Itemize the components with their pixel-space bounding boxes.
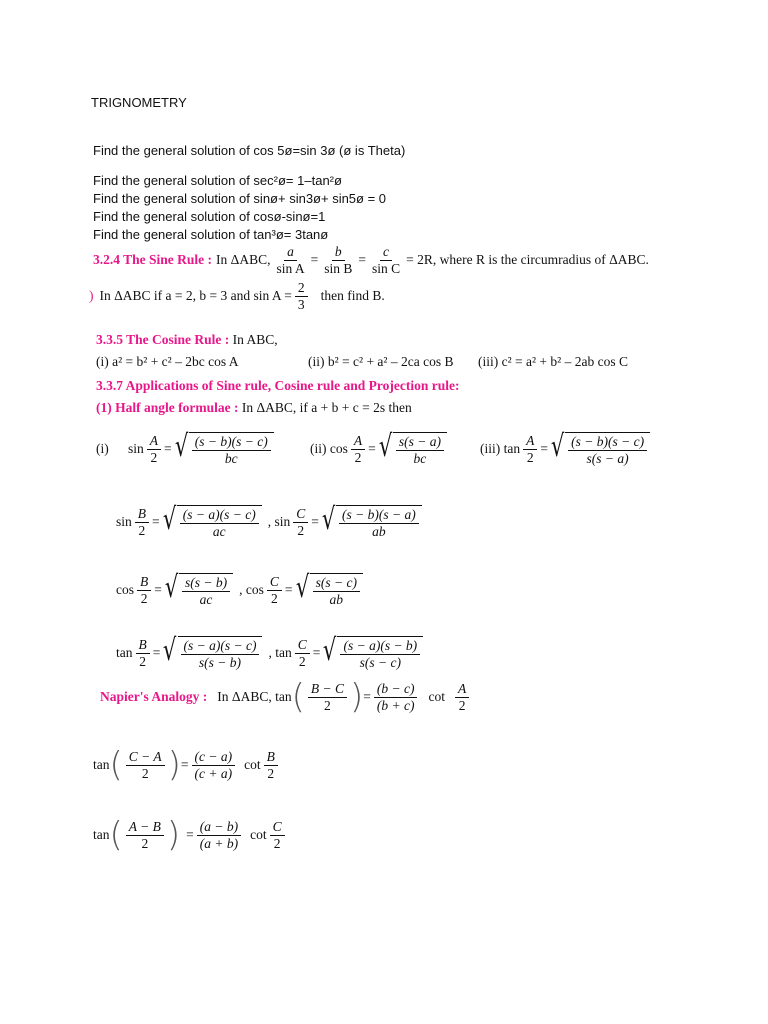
- sqrt-cos-a: √ $\frac{s(s - a)}{bc}$: [376, 432, 447, 466]
- sine-rule-fraction-a: $\frac{a}{\text{sin A}}$: [276, 244, 305, 276]
- half-angle-row-1-cos: (ii) cos $\frac{A}{2}$ = √ $\frac{s(s - a)}{bc}$: [310, 432, 447, 466]
- half-angle-row-1: (i) sin $\frac{A}{2}$ = √ $\frac{(s - b)(s - c)}{bc}$: [96, 432, 274, 466]
- sine-rule-tail: = 2R, where R is the circumradius of ΔABC.: [406, 252, 649, 268]
- cosine-rule-heading: 3.3.5 The Cosine Rule :: [96, 332, 230, 347]
- half-angle-text: In ΔABC, if a + b + c = 2s then: [241, 400, 412, 415]
- question-2: Find the general solution of sec²ø= 1–tan²ø: [93, 173, 342, 188]
- problem-bracket: ): [89, 288, 94, 304]
- sqrt-sin-a: √ $\frac{(s - b)(s - c)}{bc}$: [172, 432, 274, 466]
- sine-problem: [89, 280, 385, 312]
- question-4: Find the general solution of cosø-sinø=1: [93, 209, 326, 224]
- sqrt-cos-b: √ $\frac{s(s - b)}{ac}$: [162, 573, 233, 607]
- sine-rule: 3.2.4 The Sine Rule : In ΔABC, $\frac{a}{\text{sin A}}$ = $\frac{b}{\text{sin B}}$ = $\frac{c}{\text{sin C}}$ = 2R, where R is the circumradius of ΔABC.: [93, 244, 649, 276]
- sqrt-tan-b: √ $\frac{(s - a)(s - c)}{s(s - b)}$: [160, 636, 262, 670]
- sqrt-tan-c: √ $\frac{(s - a)(s - b)}{s(s - c)}$: [320, 636, 423, 670]
- applications-heading: 3.3.7 Applications of Sine rule, Cosine rule and Projection rule:: [96, 378, 460, 393]
- cosine-rule-lead: In ABC,: [232, 332, 278, 347]
- half-angle-row-2: sin $\frac{B}{2}$ = √ $\frac{(s - a)(s - c)}{ac}$ , sin $\frac{C}{2}$ = √ $\frac{(s - b)(s - a)}{ab}$: [116, 505, 422, 539]
- cosine-rule-iii: (iii) c² = a² + b² – 2ab cos C: [478, 354, 628, 369]
- half-angle-row-1-tan: (iii) tan $\frac{A}{2}$ = √ $\frac{(s - b)(s - c)}{s(s - a)}$: [480, 432, 650, 466]
- cosine-rule-title: [96, 332, 278, 348]
- question-3: Find the general solution of sinø+ sin3ø+ sin5ø = 0: [93, 191, 387, 206]
- napier-formula-2: tan ( $\frac{C - A}{2}$ ) = $\frac{(c - a)}{(c + a)}$ cot $\frac{B}{2}$: [93, 748, 281, 782]
- napier-formula-3: tan ( $\frac{A - B}{2}$ ) = $\frac{(a - b)}{(a + b)}$ cot $\frac{C}{2}$: [93, 818, 288, 852]
- half-angle-row-3: cos $\frac{B}{2}$ = √ $\frac{s(s - b)}{ac}$ , cos $\frac{C}{2}$ = √ $\frac{s(s - c)}{ab}$: [116, 573, 363, 607]
- sine-rule-fraction-c: $\frac{c}{\text{sin C}}$: [371, 244, 401, 276]
- sine-rule-fraction-b: $\frac{b}{\text{sin B}}$: [324, 244, 353, 276]
- sqrt-sin-b: √ $\frac{(s - a)(s - c)}{ac}$: [160, 505, 262, 539]
- page-title: TRIGNOMETRY: [91, 95, 187, 110]
- question-1: Find the general solution of cos 5ø=sin 3ø (ø is Theta): [93, 143, 406, 158]
- problem-fraction: $\frac{2}{3}$: [295, 280, 308, 312]
- sqrt-tan-a: √ $\frac{(s - b)(s - c)}{s(s - a)}$: [548, 432, 650, 466]
- half-angle-row-4: tan $\frac{B}{2}$ = √ $\frac{(s - a)(s - c)}{s(s - b)}$ , tan $\frac{C}{2}$ = √ $\frac{(s - a)(s - b)}{s(s - c)}$: [116, 636, 423, 670]
- sqrt-sin-c: √ $\frac{(s - b)(s - a)}{ab}$: [319, 505, 422, 539]
- cosine-rule-i: (i) a² = b² + c² – 2bc cos A: [96, 354, 239, 369]
- problem-tail: then find B.: [320, 288, 385, 304]
- cosine-rule-ii: (ii) b² = c² + a² – 2ca cos B: [308, 354, 454, 369]
- napier-heading: Napier's Analogy :: [100, 689, 208, 704]
- sqrt-cos-c: √ $\frac{s(s - c)}{ab}$: [293, 573, 363, 607]
- half-angle-intro: [96, 400, 412, 416]
- half-angle-label: (1) Half angle formulae :: [96, 400, 239, 415]
- sine-rule-lead: In ΔABC,: [216, 252, 271, 268]
- question-5: Find the general solution of tan³ø= 3tanø: [93, 227, 329, 242]
- problem-text: In ΔABC if a = 2, b = 3 and sin A =: [99, 288, 292, 304]
- sine-rule-heading: 3.2.4 The Sine Rule :: [93, 252, 213, 268]
- napier-analogy: Napier's Analogy : In ΔABC, tan ( $\frac{B - C}{2}$ ) = $\frac{(b - c)}{(b + c)}$ cot $\frac{A}{2}$: [100, 680, 472, 714]
